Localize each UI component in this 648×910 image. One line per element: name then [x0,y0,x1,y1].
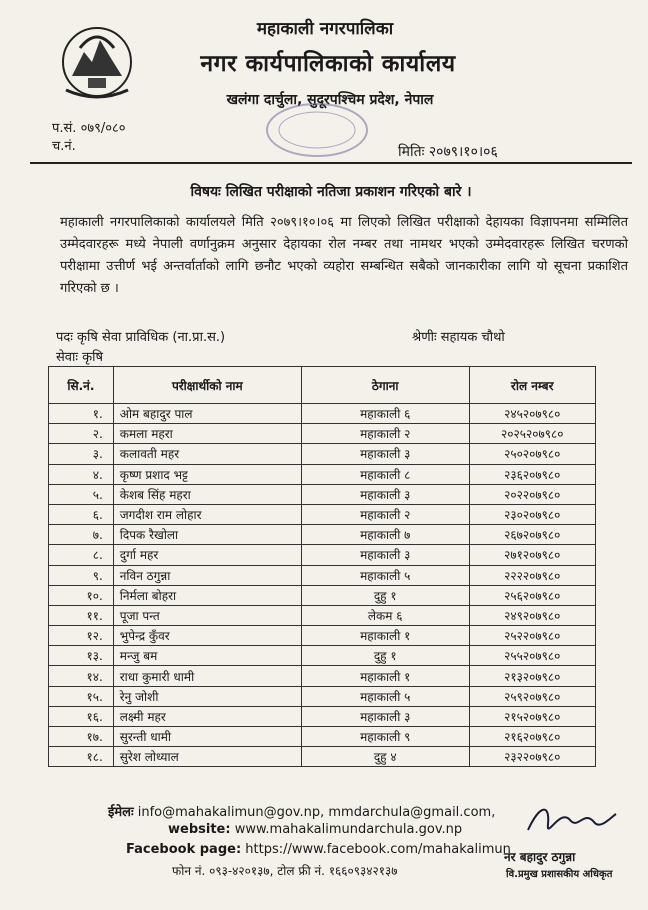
cell-roll: २४५२०७९८० [469,404,595,424]
notice-body: महाकाली नगरपालिकाको कार्यालयले मिति २०७९।१०।०६ मा लिएको लिखित परीक्षाको देहायका विज्ञापनमा सम्मिलित उम्मेदवारहरू मध्ये नेपाली वर्णानुक्रम अनुसार देहायका रोल नम्बर तथा नामथर भएको उम्मेदवारहरू लिखित चरणको परीक्षामा उत्तीर्ण भई अन्तर्वार्ताको लागि छनौट भएको व्यहोरा सम्बन्धित सबैको जानकारीका लागि यो सूचना प्रकाशित गरिएको छ । [60,215,628,296]
cell-roll: २५५२०७९८० [469,646,595,666]
cell-address: महाकाली ९ [301,727,469,747]
post-label: पदः कृषि सेवा प्राविधिक (ना.प्रा.स.) [56,330,226,345]
cell-serial: ४. [49,464,114,484]
cell-serial: ६. [49,504,114,524]
cell-serial: १८. [49,747,114,767]
cell-roll: २७१२०७९८० [469,545,595,565]
table-row [49,424,596,444]
reference-number: प.सं. ०७९/०८० [52,121,126,136]
cell-serial: १६. [49,706,114,726]
cell-name: सुरन्ती धामी [113,727,301,747]
table-row [49,666,596,686]
table-row [49,464,596,484]
cell-roll: २१६२०७९८० [469,727,595,747]
cell-serial: १. [49,404,114,424]
cell-name: मन्जु बम [113,646,301,666]
cell-serial: ७. [49,525,114,545]
table-row [49,727,596,747]
office-stamp-icon [262,100,372,160]
cell-name: भुपेन्द्र कुँवर [113,626,301,646]
cell-address: महाकाली ३ [301,444,469,464]
cell-roll: २२२२०७९८० [469,565,595,585]
cell-name: कमला महरा [113,424,301,444]
table-row [49,585,596,605]
cell-address: महाकाली १ [301,666,469,686]
table-row [49,747,596,767]
cell-name: सुरेश लोध्याल [113,747,301,767]
cell-serial: १०. [49,585,114,605]
cell-roll: २३०२०७९८० [469,504,595,524]
cell-serial: ८. [49,545,114,565]
cell-address: महाकाली ६ [301,404,469,424]
table-row [49,565,596,585]
cell-name: दिपक रैखोला [113,525,301,545]
dispatch-number: च.नं. [52,139,76,154]
cell-name: कृष्ण प्रशाद भट्ट [113,464,301,484]
cell-address: लेकम ६ [301,605,469,625]
cell-roll: २३६२०७९८० [469,464,595,484]
table-row [49,444,596,464]
office-name: नगर कार्यपालिकाको कार्यालय [200,51,456,77]
website-value[interactable]: www.mahakalimundarchula.gov.np [234,822,463,837]
results-table [48,366,596,767]
cell-name: राधा कुमारी धामी [113,666,301,686]
cell-name: पूजा पन्त [113,605,301,625]
signature-icon [520,800,620,846]
cell-name: जगदीश राम लोहार [113,504,301,524]
table-row [49,404,596,424]
cell-address: महाकाली १ [301,626,469,646]
notice-subject: विषयः लिखित परीक्षाको नतिजा प्रकाशन गरिएको बारे । [190,184,472,200]
cell-name: कलावती महर [113,444,301,464]
website-label: website: [168,822,231,837]
signatory-name: नर बहादुर ठगुन्ना [504,850,576,864]
table-header-row [49,367,596,404]
office-address: खलंगा दार्चुला, सुदूरपश्चिम प्रदेश, नेपाल [226,92,434,108]
cell-roll: २४९२०७९८० [469,605,595,625]
cell-name: केशब सिंह महरा [113,484,301,504]
cell-serial: ५. [49,484,114,504]
cell-address: दुहु १ [301,646,469,666]
notice-date: मितिः २०७९।१०।०६ [398,144,498,160]
cell-address: महाकाली २ [301,504,469,524]
cell-roll: २१५२०७९८० [469,706,595,726]
table-row [49,525,596,545]
table-row [49,504,596,524]
cell-roll: २५९२०७९८० [469,686,595,706]
cell-address: दुहु ४ [301,747,469,767]
cell-name: लक्ष्मी महर [113,706,301,726]
government-emblem-icon [58,18,136,104]
cell-serial: १७. [49,727,114,747]
cell-roll: २३२२०७९८० [469,747,595,767]
cell-address: महाकाली ८ [301,464,469,484]
cell-serial: १२. [49,626,114,646]
cell-serial: ९. [49,565,114,585]
cell-serial: १३. [49,646,114,666]
facebook-label: Facebook page: [126,842,242,857]
footer-email [108,802,495,820]
cell-address: महाकाली ५ [301,565,469,585]
grade-label: श्रेणीः सहायक चौथो [412,330,505,345]
cell-roll: २५२२०७९८० [469,626,595,646]
footer-phone: फोन नं. ०९३-४२०१३७, टोल फ्री नं. १६६०९३४२१३७ [172,864,398,878]
cell-serial: १४. [49,666,114,686]
cell-address: महाकाली ७ [301,525,469,545]
table-row [49,646,596,666]
cell-address: महाकाली २ [301,424,469,444]
municipality-name: महाकाली नगरपालिका [256,19,394,39]
cell-address: महाकाली ५ [301,686,469,706]
cell-name: नविन ठगुन्ना [113,565,301,585]
cell-name: दुर्गा महर [113,545,301,565]
footer-facebook [126,842,511,857]
cell-roll: २०२५२०७९८० [469,424,595,444]
table-row [49,484,596,504]
table-row [49,626,596,646]
cell-address: महाकाली ३ [301,484,469,504]
cell-serial: २. [49,424,114,444]
table-row [49,605,596,625]
email-value[interactable]: info@mahakalimun@gov.np, mmdarchula@gmail.com, [137,805,496,820]
cell-roll: २५०२०७९८० [469,444,595,464]
cell-roll: २६७२०७९८० [469,525,595,545]
facebook-value[interactable]: https://www.facebook.com/mahakalimun [245,842,511,857]
cell-serial: ३. [49,444,114,464]
table-row [49,686,596,706]
cell-address: महाकाली ३ [301,545,469,565]
cell-address: महाकाली ३ [301,706,469,726]
col-name: परीक्षार्थीको नाम [113,367,301,404]
table-row [49,706,596,726]
cell-serial: ११. [49,605,114,625]
cell-name: रेनु जोशी [113,686,301,706]
col-address: ठेगाना [301,367,469,404]
cell-roll: २०२२०७९८० [469,484,595,504]
cell-serial: १५. [49,686,114,706]
cell-name: निर्मला बोहरा [113,585,301,605]
footer-website [168,822,462,837]
cell-roll: २१३२०७९८० [469,666,595,686]
col-serial: सि.नं. [49,367,114,404]
col-roll: रोल नम्बर [469,367,595,404]
email-label: ईमेलः [108,805,134,820]
signatory-title: वि.प्रमुख प्रशासकीय अधिकृत [506,869,613,880]
cell-address: दुहु १ [301,585,469,605]
table-row [49,545,596,565]
header-divider [30,162,632,164]
cell-roll: २५६२०७९८० [469,585,595,605]
cell-name: ओम बहादुर पाल [113,404,301,424]
service-label: सेवाः कृषि [56,350,104,365]
